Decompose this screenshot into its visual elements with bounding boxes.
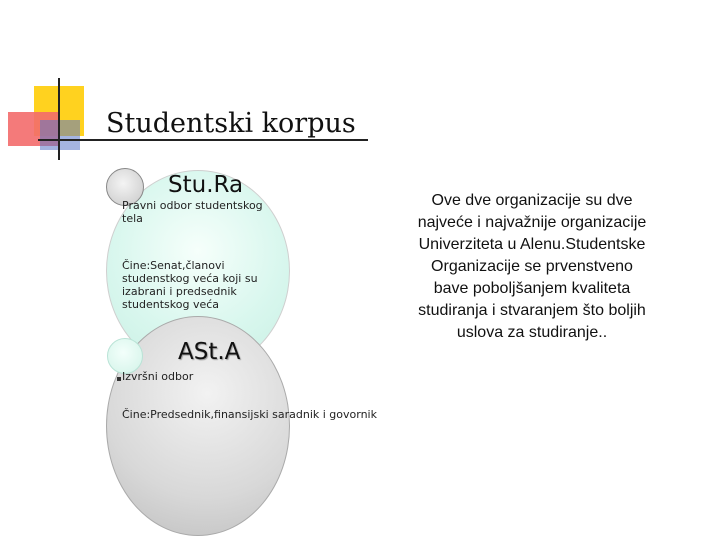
asta-members: Čine:Predsednik,finansijski saradnik i govornik xyxy=(122,408,377,421)
asta-bullet-dot xyxy=(117,377,121,381)
asta-board: Izvršni odbor xyxy=(122,370,194,383)
asta-bullet-circle xyxy=(107,338,143,374)
asta-name: ASt.A xyxy=(178,339,241,365)
slide-title: Studentski korpus xyxy=(106,108,356,139)
decor-blue-rectangle xyxy=(40,120,80,150)
decor-vertical-line xyxy=(58,78,60,160)
stura-members: Čine:Senat,članovi studenstkog veća koji su izabrani i predsednik studentskog veća xyxy=(122,259,258,311)
stura-board: Pravni odbor studentskog tela xyxy=(122,199,263,225)
title-underline xyxy=(38,139,368,141)
stura-name: Stu.Ra xyxy=(168,172,244,198)
description-text: Ove dve organizacije su dve najveće i najvažnije organizacije Univerziteta u Alenu.Studentske Organizacije se prvenstveno bave poboljšanjem kvaliteta studiranja i stvaranjem što boljih uslova za studiranje.. xyxy=(417,192,647,341)
